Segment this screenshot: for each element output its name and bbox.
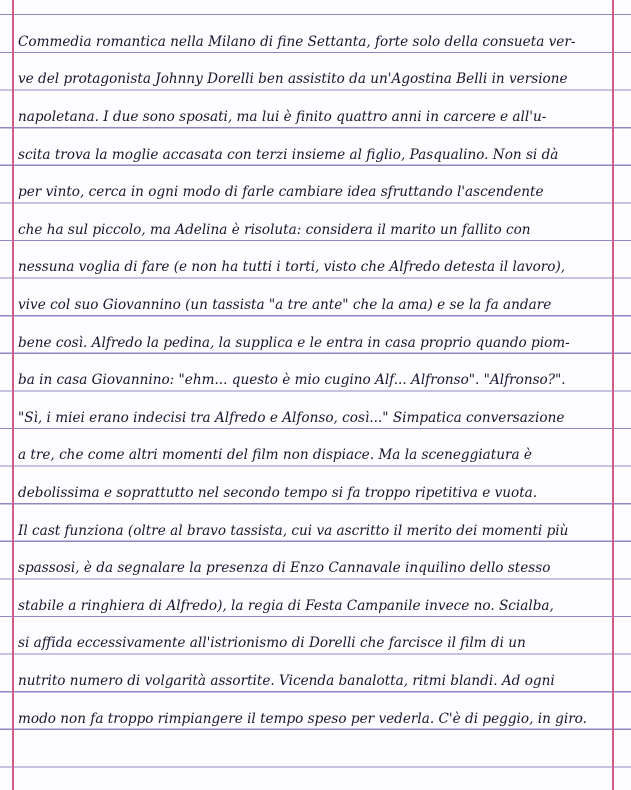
left-margin-line (12, 0, 14, 790)
text-line: Commedia romantica nella Milano di fine Settanta, forte solo della consueta ver- (18, 34, 576, 50)
text-line: scita trova la moglie accasata con terzi insieme al figlio, Pasqualino. Non si dà (18, 147, 559, 163)
text-line: stabile a ringhiera di Alfredo), la regia di Festa Campanile invece no. Scialba, (18, 598, 554, 614)
text-line: vive col suo Giovannino (un tassista "a tre ante" che la ama) e se la fa andare (18, 297, 552, 313)
text-line: debolissima e soprattutto nel secondo tempo si fa troppo ripetitiva e vuota. (18, 485, 538, 501)
text-line: si affida eccessivamente all'istrionismo di Dorelli che farcisce il film di un (18, 635, 526, 651)
text-line: nessuna voglia di fare (e non ha tutti i torti, visto che Alfredo detesta il lavoro), (18, 259, 566, 275)
text-line: ba in casa Giovannino: "ehm... questo è mio cugino Alf... Alfronso". "Alfronso?". (18, 372, 566, 388)
text-line: bene così. Alfredo la pedina, la supplica e le entra in casa proprio quando piom- (18, 335, 570, 351)
text-line: modo non fa troppo rimpiangere il tempo speso per vederla. C'è di peggio, in giro. (18, 711, 587, 727)
text-line: napoletana. I due sono sposati, ma lui è finito quattro anni in carcere e all'u- (18, 109, 547, 125)
text-line: spassosi, è da segnalare la presenza di Enzo Cannavale inquilino dello stesso (18, 560, 551, 576)
text-line: a tre, che come altri momenti del film non dispiace. Ma la sceneggiatura è (18, 447, 532, 463)
text-line: che ha sul piccolo, ma Adelina è risoluta: considera il marito un fallito con (18, 222, 531, 238)
text-line: "Sì, i miei erano indecisi tra Alfredo e Alfonso, così..." Simpatica conversazione (18, 410, 565, 426)
right-margin-line (612, 0, 614, 790)
text-line: per vinto, cerca in ogni modo di farle cambiare idea sfruttando l'ascendente (18, 184, 544, 200)
text-line: nutrito numero di volgarità assortite. Vicenda banalotta, ritmi blandi. Ad ogni (18, 673, 555, 689)
text-line: ve del protagonista Johnny Dorelli ben assistito da un'Agostina Belli in versione (18, 71, 568, 87)
text-line: Il cast funziona (oltre al bravo tassista, cui va ascritto il merito dei momenti più (18, 523, 569, 539)
